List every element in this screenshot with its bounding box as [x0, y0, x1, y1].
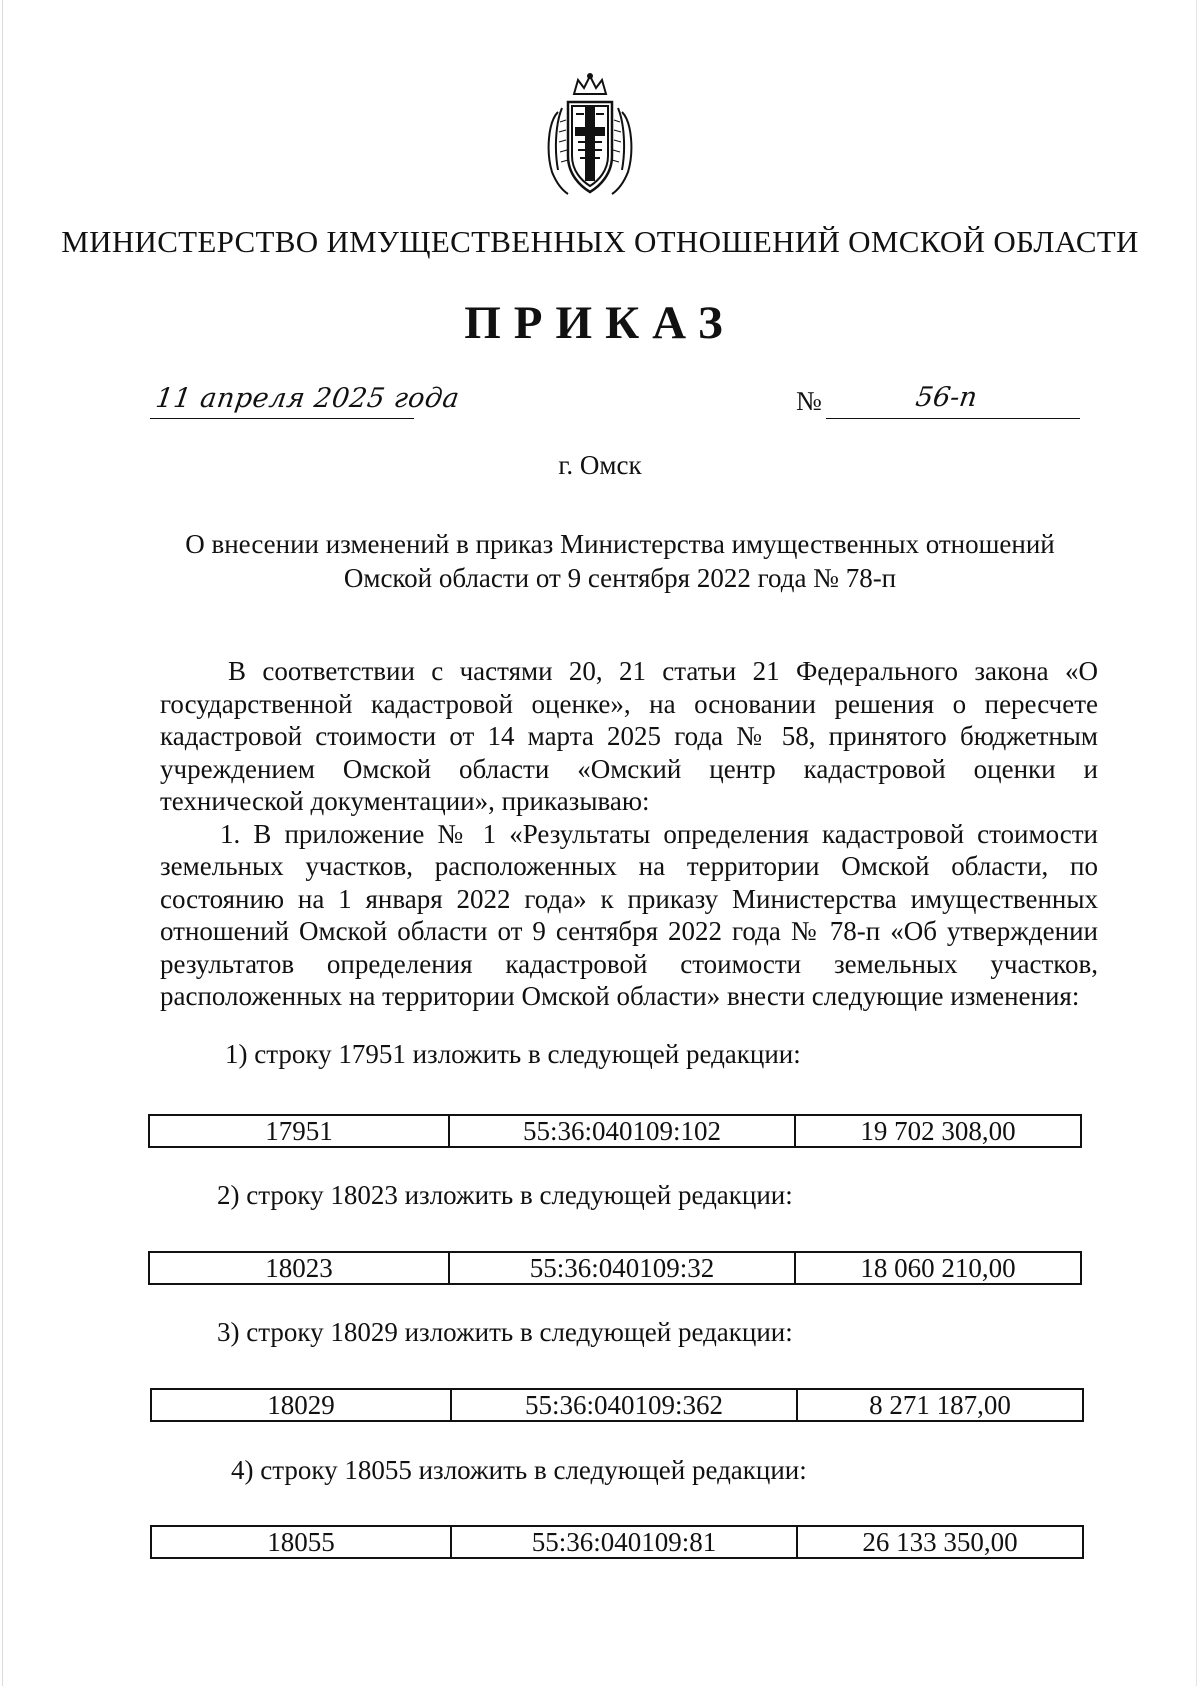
change-caption: 3) строку 18029 изложить в следующей редакции: — [217, 1317, 793, 1347]
cadastral-value-cell: 19 702 308,00 — [795, 1115, 1081, 1147]
table-row — [149, 1252, 1081, 1284]
ministry-name: МИНИСТЕРСТВО ИМУЩЕСТВЕННЫХ ОТНОШЕНИЙ ОМСКОЙ ОБЛАСТИ — [61, 224, 1139, 259]
cadastral-value-cell: 26 133 350,00 — [797, 1526, 1083, 1558]
cadastral-number-cell: 55:36:040109:32 — [449, 1252, 795, 1284]
order-date: 11 апреля 2025 года — [153, 383, 462, 414]
row-number-cell: 18023 — [149, 1252, 449, 1284]
cadastral-number-cell: 55:36:040109:81 — [451, 1526, 797, 1558]
table-row — [151, 1389, 1083, 1421]
table-row — [151, 1526, 1083, 1558]
change-table — [148, 1114, 1082, 1148]
row-number-cell: 18055 — [151, 1526, 451, 1558]
number-sign: № — [796, 386, 822, 416]
cadastral-value-cell: 18 060 210,00 — [795, 1252, 1081, 1284]
city-name: г. Омск — [558, 450, 642, 480]
change-table — [150, 1525, 1084, 1559]
change-table — [148, 1251, 1082, 1285]
order-subject — [150, 527, 1090, 595]
row-number-cell: 18029 — [151, 1389, 451, 1421]
number-underline — [826, 418, 1080, 419]
item-1-paragraph: 1. В приложение № 1 «Результаты определения кадастровой стоимости земельных участков, расположенных на территории Омской области, по состоянию на 1 января 2022 года» к приказу Министерства имущественных отношений Омской области от 9 сентября 2022 года № 78-п «Об утверждении результатов определения кадастровой стоимости земельных участков, расположенных на территории Омской области» внести следующие изменения: — [160, 818, 1098, 1011]
table-row — [149, 1115, 1081, 1147]
omsk-coat-of-arms-icon — [538, 72, 642, 202]
subject-line-2: Омской области от 9 сентября 2022 года № 78-п — [343, 563, 897, 593]
preamble-paragraph: В соответствии с частями 20, 21 статьи 21 Федерального закона «О государственной кадастровой оценке», на основании решения о пересчете кадастровой стоимости от 14 марта 2025 года № 58, принятого бюджетным учреждением Омской области «Омский центр кадастровой оценки и технической документации», приказываю: — [160, 656, 1098, 816]
document-type-title: ПРИКАЗ — [464, 297, 736, 349]
date-underline — [150, 418, 414, 419]
change-table — [150, 1388, 1084, 1422]
cadastral-value-cell: 8 271 187,00 — [797, 1389, 1083, 1421]
subject-line-1: О внесении изменений в приказ Министерства имущественных отношений — [185, 529, 1055, 559]
cadastral-number-cell: 55:36:040109:102 — [449, 1115, 795, 1147]
cadastral-number-cell: 55:36:040109:362 — [451, 1389, 797, 1421]
order-number: 56-п — [913, 382, 980, 413]
change-caption: 1) строку 17951 изложить в следующей редакции: — [225, 1039, 801, 1069]
change-caption: 4) строку 18055 изложить в следующей редакции: — [231, 1455, 807, 1485]
change-caption: 2) строку 18023 изложить в следующей редакции: — [217, 1180, 793, 1210]
row-number-cell: 17951 — [149, 1115, 449, 1147]
order-body — [160, 655, 1098, 1013]
